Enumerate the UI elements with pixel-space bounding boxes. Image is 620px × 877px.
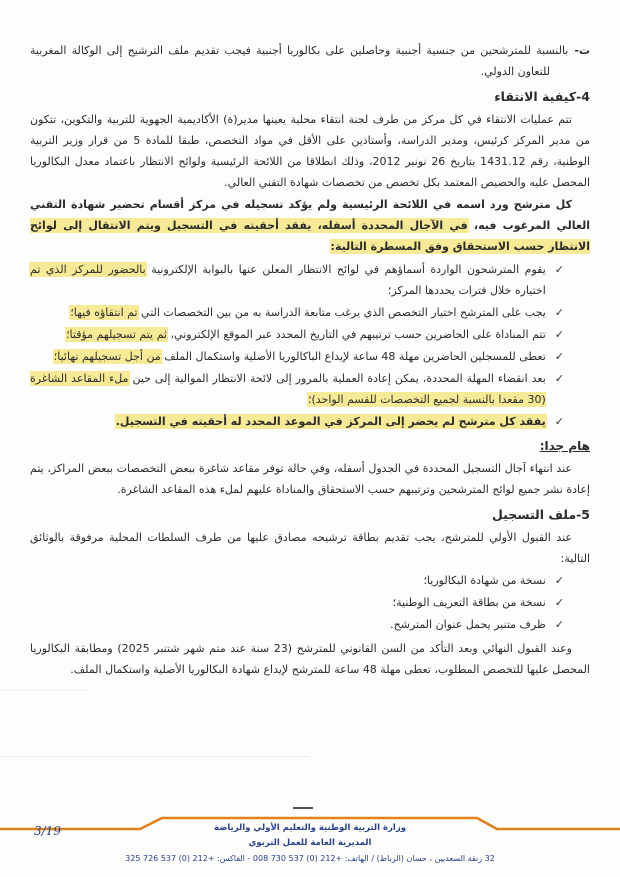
checkmark-icon: ✓: [554, 415, 564, 428]
checklist-item: [30, 592, 564, 613]
text-segment: ظرف متنبر يحمل عنوان المترشح.: [390, 618, 546, 631]
foreign-candidates-text: بالنسبة للمترشحين من جنسية أجنبية وحاصلين على بكالوريا أجنبية فيجب تقديم ملف الترشيح إلى الوكالة المغربية للتعاون الدولي.: [30, 44, 569, 78]
text-segment: اختياره خلال فترات يحددها المركز؛: [387, 284, 546, 297]
checkmark-icon: ✓: [554, 328, 564, 341]
text-segment-highlighted: من أجل تسجيلهم نهائيا؛: [53, 350, 161, 363]
text-segment: تتم المناداة على الحاضرين حسب ترتيبهم في التاريخ المحدد عبر الموقع الإلكتروني،: [166, 328, 546, 341]
text-segment: يجب على المترشح اختيار التخصص الذي يرغب متابعة الدراسة به من بين التخصصات التي: [137, 306, 546, 319]
checkmark-icon: ✓: [554, 372, 564, 385]
text-segment-highlighted: في الآجال المحددة أسفله، يفقد أحقيته في التسجيل ويتم الانتقال إلى لوائح الانتظار حسب الاستحقاق وفق المسطرة التالية:: [30, 219, 590, 253]
selection-procedure-checklist: [30, 259, 590, 432]
foreign-candidates-item: [30, 40, 590, 82]
page-footer: [0, 795, 620, 877]
document-body: [30, 40, 590, 680]
page-number: 3/19: [34, 824, 61, 838]
checklist-item-text: [30, 324, 546, 345]
registration-closing-paragraph: وعند القبول النهائي وبعد التأكد من السن القانوني للمترشح (23 سنة عند متم شهر شتنبر 2025) ومطابقة البكالوريا المحصل عليها للتخصص المطلوب، تعطى مهلة 48 ساعة للمترشح لإيداع شهادة البكالوريا الأصلية واستكمال الملف.: [30, 642, 590, 676]
text-segment: كل مترشح ورد اسمه في اللائحة الرئيسية ولم يؤكد تسجيله في مركز أقسام تحضير شهادة التقني العالي المرغوب فيه،: [30, 198, 590, 232]
important-note-paragraph: عند انتهاء آجال التسجيل المحددة في الجدول أسفله، وفي حالة توفر مقاعد شاغرة ببعض التخصصات ببعض المراكز، يتم إعادة نشر جميع لوائح المترشحين وترتيبهم حسب الاستحقاق والمناداة عليهم لملء هذه المقاعد الشاغرة.: [30, 462, 590, 496]
text-segment-highlighted: بالحضور للمركز الذي تم: [30, 263, 146, 276]
checkmark-icon: ✓: [554, 306, 564, 319]
checklist-item: [30, 368, 564, 410]
checklist-item-text: [30, 411, 546, 432]
checklist-item: [30, 302, 564, 323]
checkmark-icon: ✓: [554, 574, 564, 587]
text-segment: بعد انقضاء المهلة المحددة، يمكن إعادة العملية بالمرور إلى لائحة الانتظار الموالية إلى حين: [128, 372, 546, 385]
checklist-item: [30, 570, 564, 591]
checklist-item-text: [30, 259, 546, 301]
checklist-item: [30, 411, 564, 432]
checkmark-icon: ✓: [554, 263, 564, 276]
checkmark-icon: ✓: [554, 618, 564, 631]
footer-ministry-line2: المديرية العامة للعمل التربوي: [248, 838, 372, 848]
text-segment: يقوم المترشحون الواردة أسماؤهم في لوائح الانتظار المعلن عنها بالبوابة الإلكترونية: [145, 263, 546, 276]
selection-process-paragraph: تتم عمليات الانتقاء في كل مركز من طرف لجنة انتقاء محلية يعينها مدير(ة) الأكاديمية الجهوية للتربية والتكوين، تتكون من مدير المركز كرئيس، ومدير الدراسة، وأستاذين على الأقل في مواد التخصص، طبقا للمادة 5 من قرار وزير التربية الوطنية، رقم 1431.12 بتاريخ 26 نونبر 2012، وذلك انطلاقا من اللائحة الرئيسية ولوائح الانتظار باعتماد معدل البكالوريا المحصل عليه والحصيص المعتمد بكل تخصص من تخصصات شهادة التقني العالي.: [30, 113, 591, 189]
checklist-item: [30, 614, 564, 635]
footer-address: 32 زنقة السعديين ، حسان (الرباط) / الهاتف: +212 (0) 537 730 008 - الفاكس: +212 (0) 537 726 325: [125, 854, 495, 863]
text-segment-highlighted: ثم يتم تسجيلهم مؤقتا؛: [66, 328, 167, 341]
checkmark-icon: ✓: [554, 350, 564, 363]
footer-ministry-line1: وزارة التربية الوطنية والتعليم الأولي والرياضة: [213, 823, 407, 833]
registration-intro-paragraph: عند القبول الأولي للمترشح، يجب تقديم بطاقة ترشيحه مصادق عليها من طرف السلطات المحلية مرفوقة بالوثائق التالية:: [30, 531, 590, 565]
text-segment: نسخة من شهادة البكالوريا؛: [423, 574, 546, 587]
text-segment-highlighted: ملء المقاعد الشاغرة (30 مقعدا بالنسبة لجميع التخصصات للقسم الواحد)؛: [30, 372, 546, 406]
checkmark-icon: ✓: [554, 596, 564, 609]
checklist-item: [30, 346, 564, 367]
checklist-item-text: [30, 302, 546, 323]
item-letter-marker: ت-: [574, 44, 590, 57]
scan-fold-mark-lower: [0, 756, 310, 757]
checklist-item-text: [30, 614, 546, 635]
important-note-heading: هام جدا:: [539, 439, 590, 453]
section-heading-selection: 4-كيفية الانتقاء: [494, 89, 590, 104]
section-heading-registration: 5-ملف التسجيل: [491, 507, 590, 522]
checklist-item-text: [30, 592, 546, 613]
text-segment-highlighted: تم انتقاؤه فيها؛: [70, 306, 138, 319]
checklist-item: [30, 259, 564, 301]
selection-notice-paragraph: [30, 194, 590, 257]
checklist-item-text: [30, 368, 546, 410]
checklist-item-text: [30, 346, 546, 367]
text-segment: تعطى للمسجلين الحاضرين مهلة 48 ساعة لإيداع الباكالوريا الأصلية واستكمال الملف: [160, 350, 546, 363]
scan-fold-mark-upper: [0, 690, 90, 691]
registration-documents-checklist: [30, 570, 590, 635]
footer-center-dash: [293, 807, 313, 809]
text-segment: نسخة من بطاقة التعريف الوطنية؛: [392, 596, 546, 609]
text-segment-highlighted: يفقد كل مترشح لم يحضر إلى المركز في الموعد المحدد له أحقيته في التسجيل.: [115, 415, 546, 428]
checklist-item: [30, 324, 564, 345]
checklist-item-text: [30, 570, 546, 591]
footer-ministry-block: [0, 821, 620, 851]
